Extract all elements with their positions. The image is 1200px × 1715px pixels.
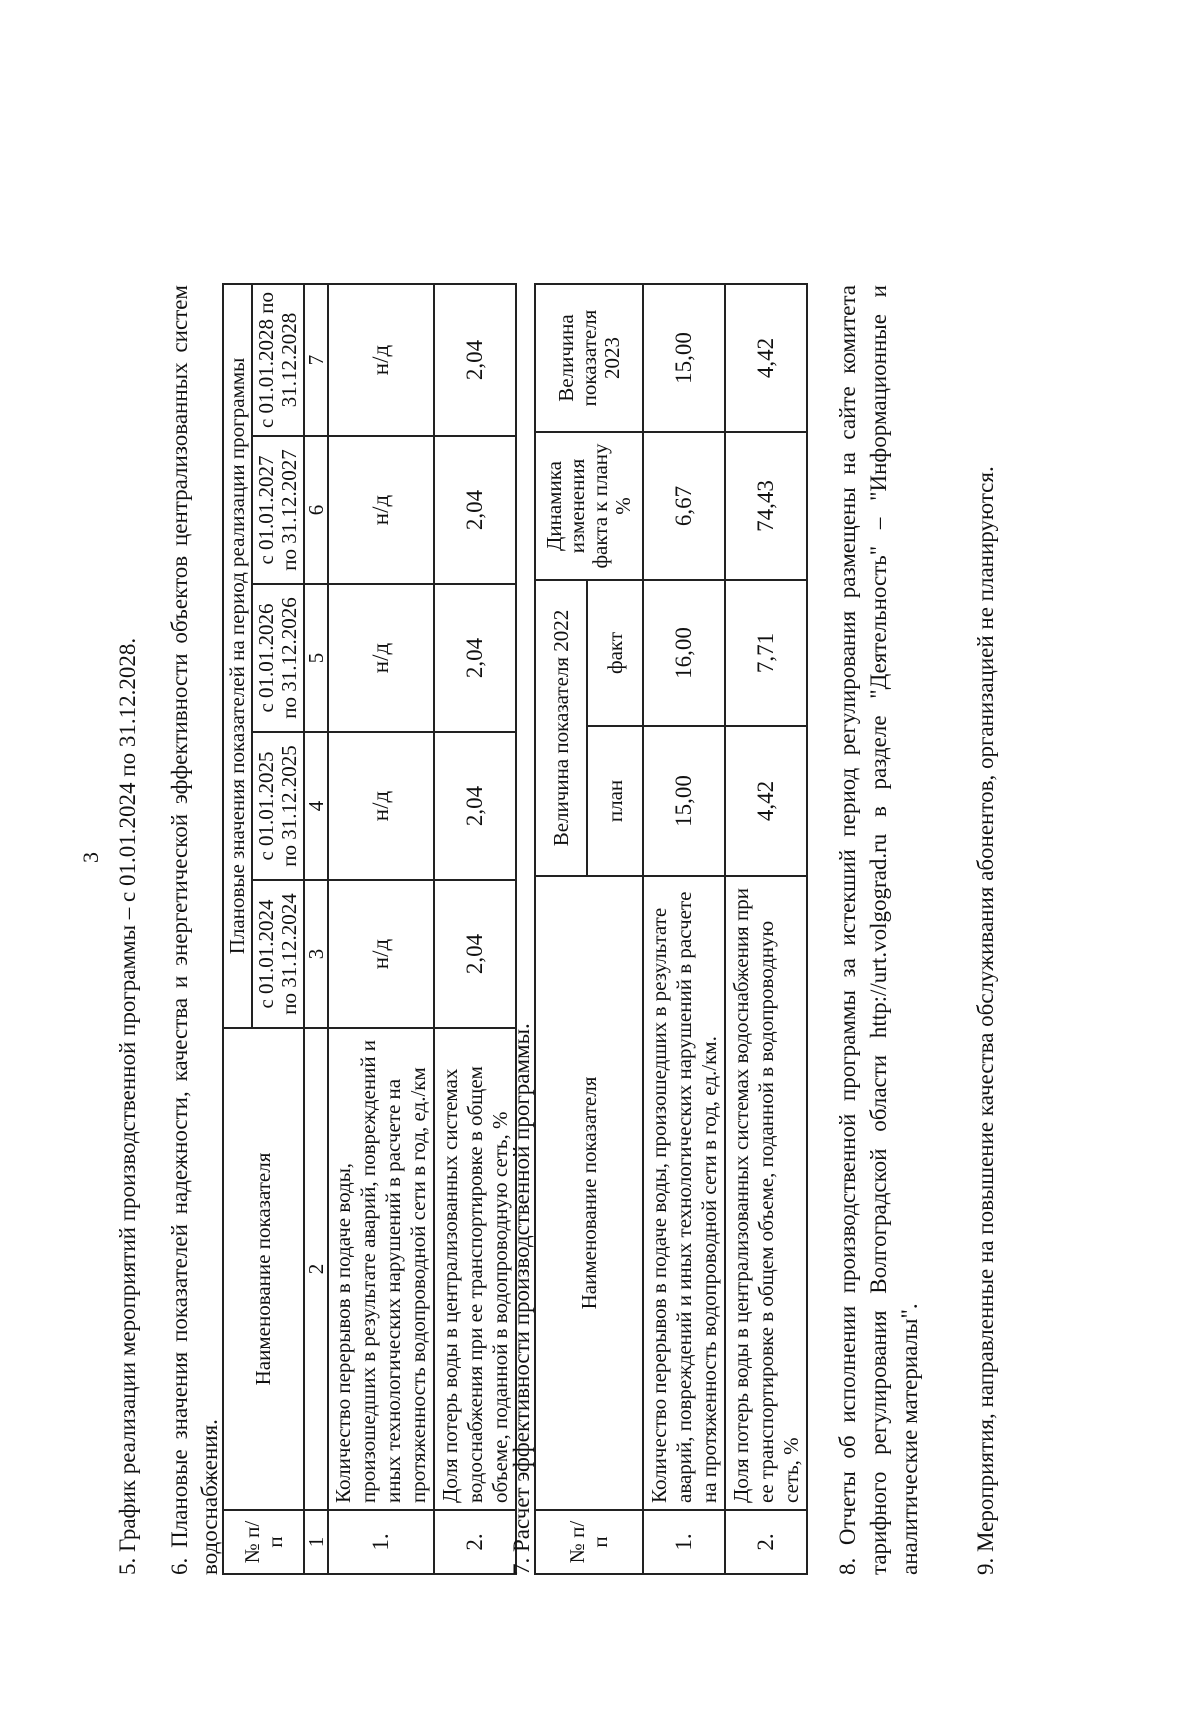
- t1-row-value: 2,04: [434, 880, 516, 1028]
- t1-header-period: с 01.01.2024 по 31.12.2024: [252, 880, 304, 1028]
- t1-row-value: н/д: [328, 284, 434, 436]
- table-row: [328, 284, 434, 1574]
- t1-row-name: Доля потерь воды в централизованных системах водоснабжения при ее транспортировке в общем объеме, поданной в водопроводную сеть, %: [434, 1028, 516, 1510]
- t1-col-number: 4: [304, 732, 328, 880]
- t2-row-no: 2.: [725, 1510, 807, 1574]
- t1-col-number: 5: [304, 584, 328, 732]
- t1-row-value: н/д: [328, 584, 434, 732]
- efficiency-table: [534, 283, 808, 1575]
- section-6-heading-line1: 6. Плановые значения показателей надежности, качества и энергетической эффективности объектов централизованных систем: [167, 285, 192, 1575]
- t1-col-number: 7: [304, 284, 328, 436]
- t1-row-value: 2,04: [434, 584, 516, 732]
- t1-row-value: н/д: [328, 732, 434, 880]
- t2-header-name: Наименование показателя: [535, 876, 643, 1510]
- t2-row-fact: 7,71: [725, 580, 807, 726]
- t2-header-dynamics: Динамика изменения факта к плану %: [535, 432, 643, 580]
- t1-header-period: с 01.01.2025 по 31.12.2025: [252, 732, 304, 880]
- t2-row-dynamics: 74,43: [725, 432, 807, 580]
- t2-row-name: Доля потерь воды в централизованных системах водоснабжения при ее транспортировке в общем объеме, поданной в водопроводную сеть, %: [725, 876, 807, 1510]
- t1-row-value: 2,04: [434, 284, 516, 436]
- t1-col-number: 1: [304, 1510, 328, 1574]
- table-row: [434, 284, 516, 1574]
- t2-row-fact: 16,00: [643, 580, 725, 726]
- t1-row-name: Количество перерывов в подаче воды, произошедших в результате аварий, повреждений и иных технологических нарушений в расчете на протяженность водопроводной сети в год, ед./км: [328, 1028, 434, 1510]
- t1-row-no: 2.: [434, 1510, 516, 1574]
- t2-row-2023: 4,42: [725, 284, 807, 432]
- planned-values-table: [222, 283, 517, 1575]
- t1-col-number: 3: [304, 880, 328, 1028]
- t1-row-value: 2,04: [434, 436, 516, 584]
- table-row: [643, 284, 725, 1574]
- t2-header-2023: Величина показателя 2023: [535, 284, 643, 432]
- table-row: [725, 284, 807, 1574]
- t1-header-name: Наименование показателя: [223, 1028, 304, 1510]
- t1-header-period: с 01.01.2026 по 31.12.2026: [252, 584, 304, 732]
- t1-header-period: с 01.01.2028 по 31.12.2028: [252, 284, 304, 436]
- section-5-heading: 5. График реализации мероприятий производственной программы – с 01.01.2024 по 31.12.2028.: [115, 637, 140, 1575]
- t2-row-dynamics: 6,67: [643, 432, 725, 580]
- t2-header-fact: факт: [587, 580, 643, 726]
- t2-row-no: 1.: [643, 1510, 725, 1574]
- t2-row-plan: 4,42: [725, 726, 807, 876]
- section-6-heading-line2: водоснабжения.: [197, 1419, 222, 1575]
- section-9-paragraph: 9. Мероприятия, направленные на повышение качества обслуживания абонентов, организацией не планируются.: [973, 466, 998, 1575]
- t1-header-no: № п/п: [223, 1510, 304, 1574]
- t1-row-value: н/д: [328, 436, 434, 584]
- t1-row-value: 2,04: [434, 732, 516, 880]
- t2-header-plan: план: [587, 726, 643, 876]
- page-number: 3: [78, 852, 103, 863]
- t2-header-2022: Величина показателя 2022: [535, 580, 587, 876]
- t2-header-no: № п/п: [535, 1510, 643, 1574]
- t1-row-value: н/д: [328, 880, 434, 1028]
- t1-header-period: с 01.01.2027 по 31.12.2027: [252, 436, 304, 584]
- t1-col-number: 2: [304, 1028, 328, 1510]
- t1-header-group: Плановые значения показателей на период реализации программы: [223, 284, 252, 1028]
- t1-row-no: 1.: [328, 1510, 434, 1574]
- t1-col-number: 6: [304, 436, 328, 584]
- section-8-paragraph: 8. Отчеты об исполнении производственной программы за истекший период регулирования размещены на сайте комитета тарифного регулирования Волгоградской области http://urt.volgograd.ru в разделе "Деятельность" – "Информационные и аналитические материалы".: [835, 285, 922, 1575]
- t2-row-name: Количество перерывов в подаче воды, произошедших в результате аварий, повреждений и иных технологических нарушений в расчете на протяженность водопроводной сети в год, ед./км.: [643, 876, 725, 1510]
- t2-row-2023: 15,00: [643, 284, 725, 432]
- section-7-heading: 7. Расчет эффективности производственной программы.: [509, 1023, 534, 1575]
- t2-row-plan: 15,00: [643, 726, 725, 876]
